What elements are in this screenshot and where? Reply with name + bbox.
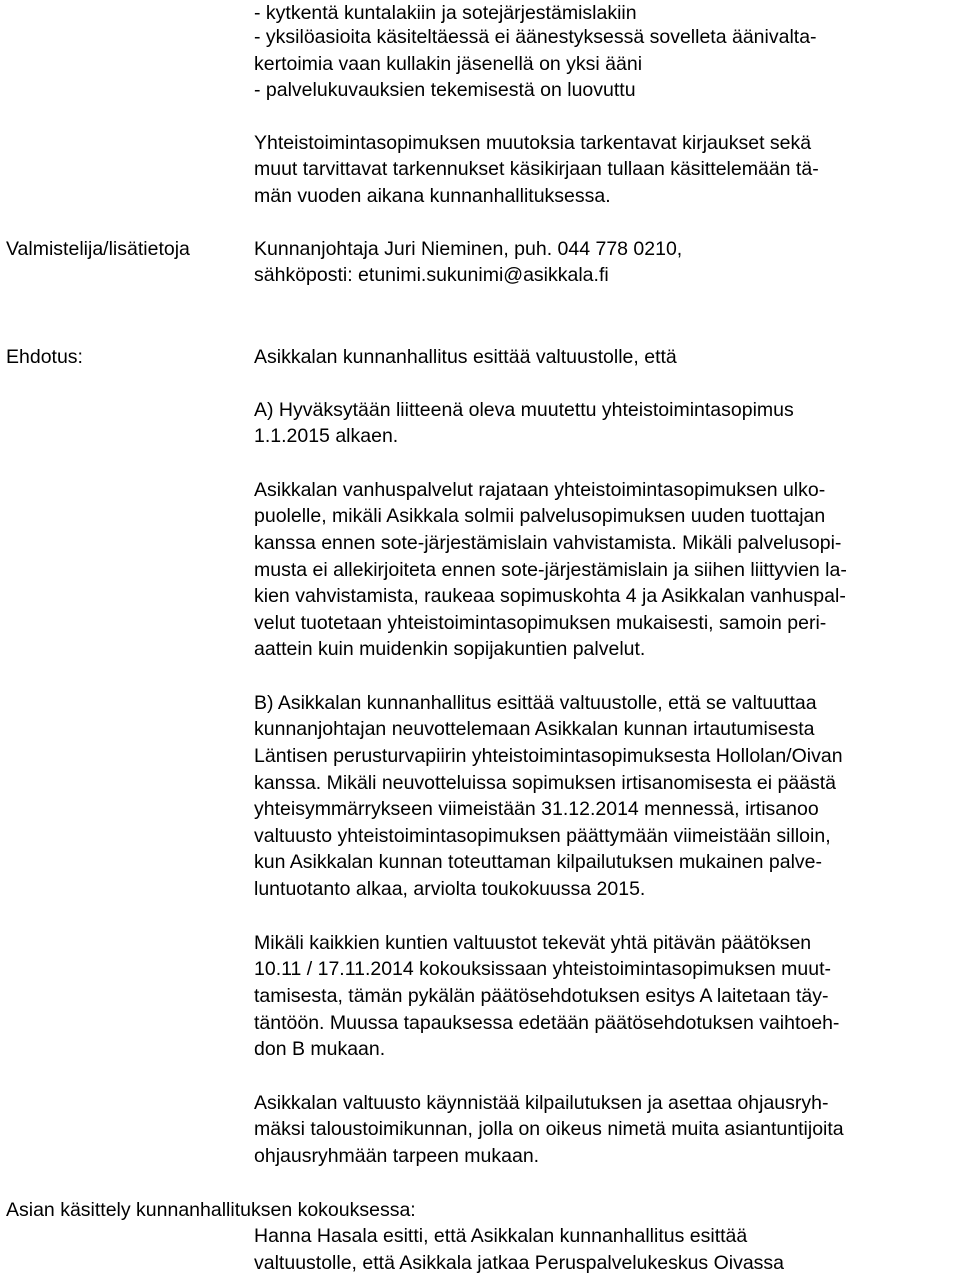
text-line: A) Hyväksytään liitteenä oleva muutettu yhteistoimintasopimus	[254, 399, 794, 421]
text-line: valtuusto yhteistoimintasopimuksen päättymään viimeistään silloin,	[254, 825, 831, 847]
text-line: valtuustolle, että Asikkala jatkaa Peruspalvelukeskus Oivassa	[254, 1252, 785, 1274]
text-line: Yhteistoimintasopimuksen muutoksia tarkentavat kirjaukset sekä	[254, 132, 812, 154]
text-line: Läntisen perusturvapiirin yhteistoimintasopimuksesta Hollolan/Oivan	[254, 745, 843, 767]
text-line: kun Asikkalan kunnan toteuttaman kilpailutuksen mukainen palve-	[254, 851, 823, 873]
text-line: Asikkalan vanhuspalvelut rajataan yhteistoimintasopimuksen ulko-	[254, 479, 826, 501]
text-line: män vuoden aikana kunnanhallituksessa.	[254, 185, 611, 207]
text-line: Asikkalan valtuusto käynnistää kilpailutuksen ja asettaa ohjausryh-	[254, 1092, 829, 1114]
text-line: muut tarvittavat tarkennukset käsikirjaan tullaan käsittelemään tä-	[254, 158, 819, 180]
text-line: 1.1.2015 alkaen.	[254, 425, 399, 447]
text-line: - palvelukuvauksien tekemisestä on luovuttu	[254, 79, 636, 101]
text-line: kien vahvistamista, raukeaa sopimuskohta 4 ja Asikkalan vanhuspal-	[254, 585, 846, 607]
section-label: Ehdotus:	[6, 346, 83, 368]
text-line: - kytkentä kuntalakiin ja sotejärjestämislakiin	[254, 2, 637, 24]
text-line: kanssa. Mikäli neuvotteluissa sopimuksen irtisanomisesta ei päästä	[254, 772, 837, 794]
text-line: sähköposti: etunimi.sukunimi@asikkala.fi	[254, 264, 609, 286]
text-line: täntöön. Muussa tapauksessa edetään päätösehdotuksen vaihtoeh-	[254, 1012, 840, 1034]
text-line: - yksilöasioita käsiteltäessä ei äänestyksessä sovelleta äänivalta-	[254, 26, 817, 48]
text-line: Hanna Hasala esitti, että Asikkalan kunnanhallitus esittää	[254, 1225, 748, 1247]
text-line: ohjausryhmään tarpeen mukaan.	[254, 1145, 540, 1167]
text-line: velut tuotetaan yhteistoimintasopimuksen mukaisesti, samoin peri-	[254, 612, 827, 634]
section-label: Valmistelija/lisätietoja	[6, 238, 190, 260]
text-line: 10.11 / 17.11.2014 kokouksissaan yhteistoimintasopimuksen muut-	[254, 958, 832, 980]
text-line: tamisesta, tämän pykälän päätösehdotuksen esitys A laitetaan täy-	[254, 985, 829, 1007]
text-line: yhteisymmärrykseen viimeistään 31.12.2014 mennessä, irtisanoo	[254, 798, 819, 820]
text-line: Asikkalan kunnanhallitus esittää valtuustolle, että	[254, 346, 677, 368]
text-line: kanssa ennen sote-järjestämislain vahvistamista. Mikäli palvelusopi-	[254, 532, 842, 554]
text-line: don B mukaan.	[254, 1038, 386, 1060]
text-line: luntuotanto alkaa, arviolta toukokuussa 2015.	[254, 878, 646, 900]
text-line: aattein kuin muidenkin sopijakuntien palvelut.	[254, 638, 646, 660]
text-line: puolelle, mikäli Asikkala solmii palvelusopimuksen uuden tuottajan	[254, 505, 826, 527]
text-line: kunnanjohtajan neuvottelemaan Asikkalan kunnan irtautumisesta	[254, 718, 815, 740]
text-line: mäksi taloustoimikunnan, jolla on oikeus nimetä muita asiantuntijoita	[254, 1118, 844, 1140]
text-line: musta ei allekirjoiteta ennen sote-järjestämislain ja siihen liittyvien la-	[254, 559, 847, 581]
text-line: kertoimia vaan kullakin jäsenellä on yksi ääni	[254, 53, 643, 75]
section-label: Asian käsittely kunnanhallituksen kokouksessa:	[6, 1199, 416, 1221]
text-line: Mikäli kaikkien kuntien valtuustot tekevät yhtä pitävän päätöksen	[254, 932, 812, 954]
text-line: Kunnanjohtaja Juri Nieminen, puh. 044 778 0210,	[254, 238, 683, 260]
text-line: B) Asikkalan kunnanhallitus esittää valtuustolle, että se valtuuttaa	[254, 692, 817, 714]
